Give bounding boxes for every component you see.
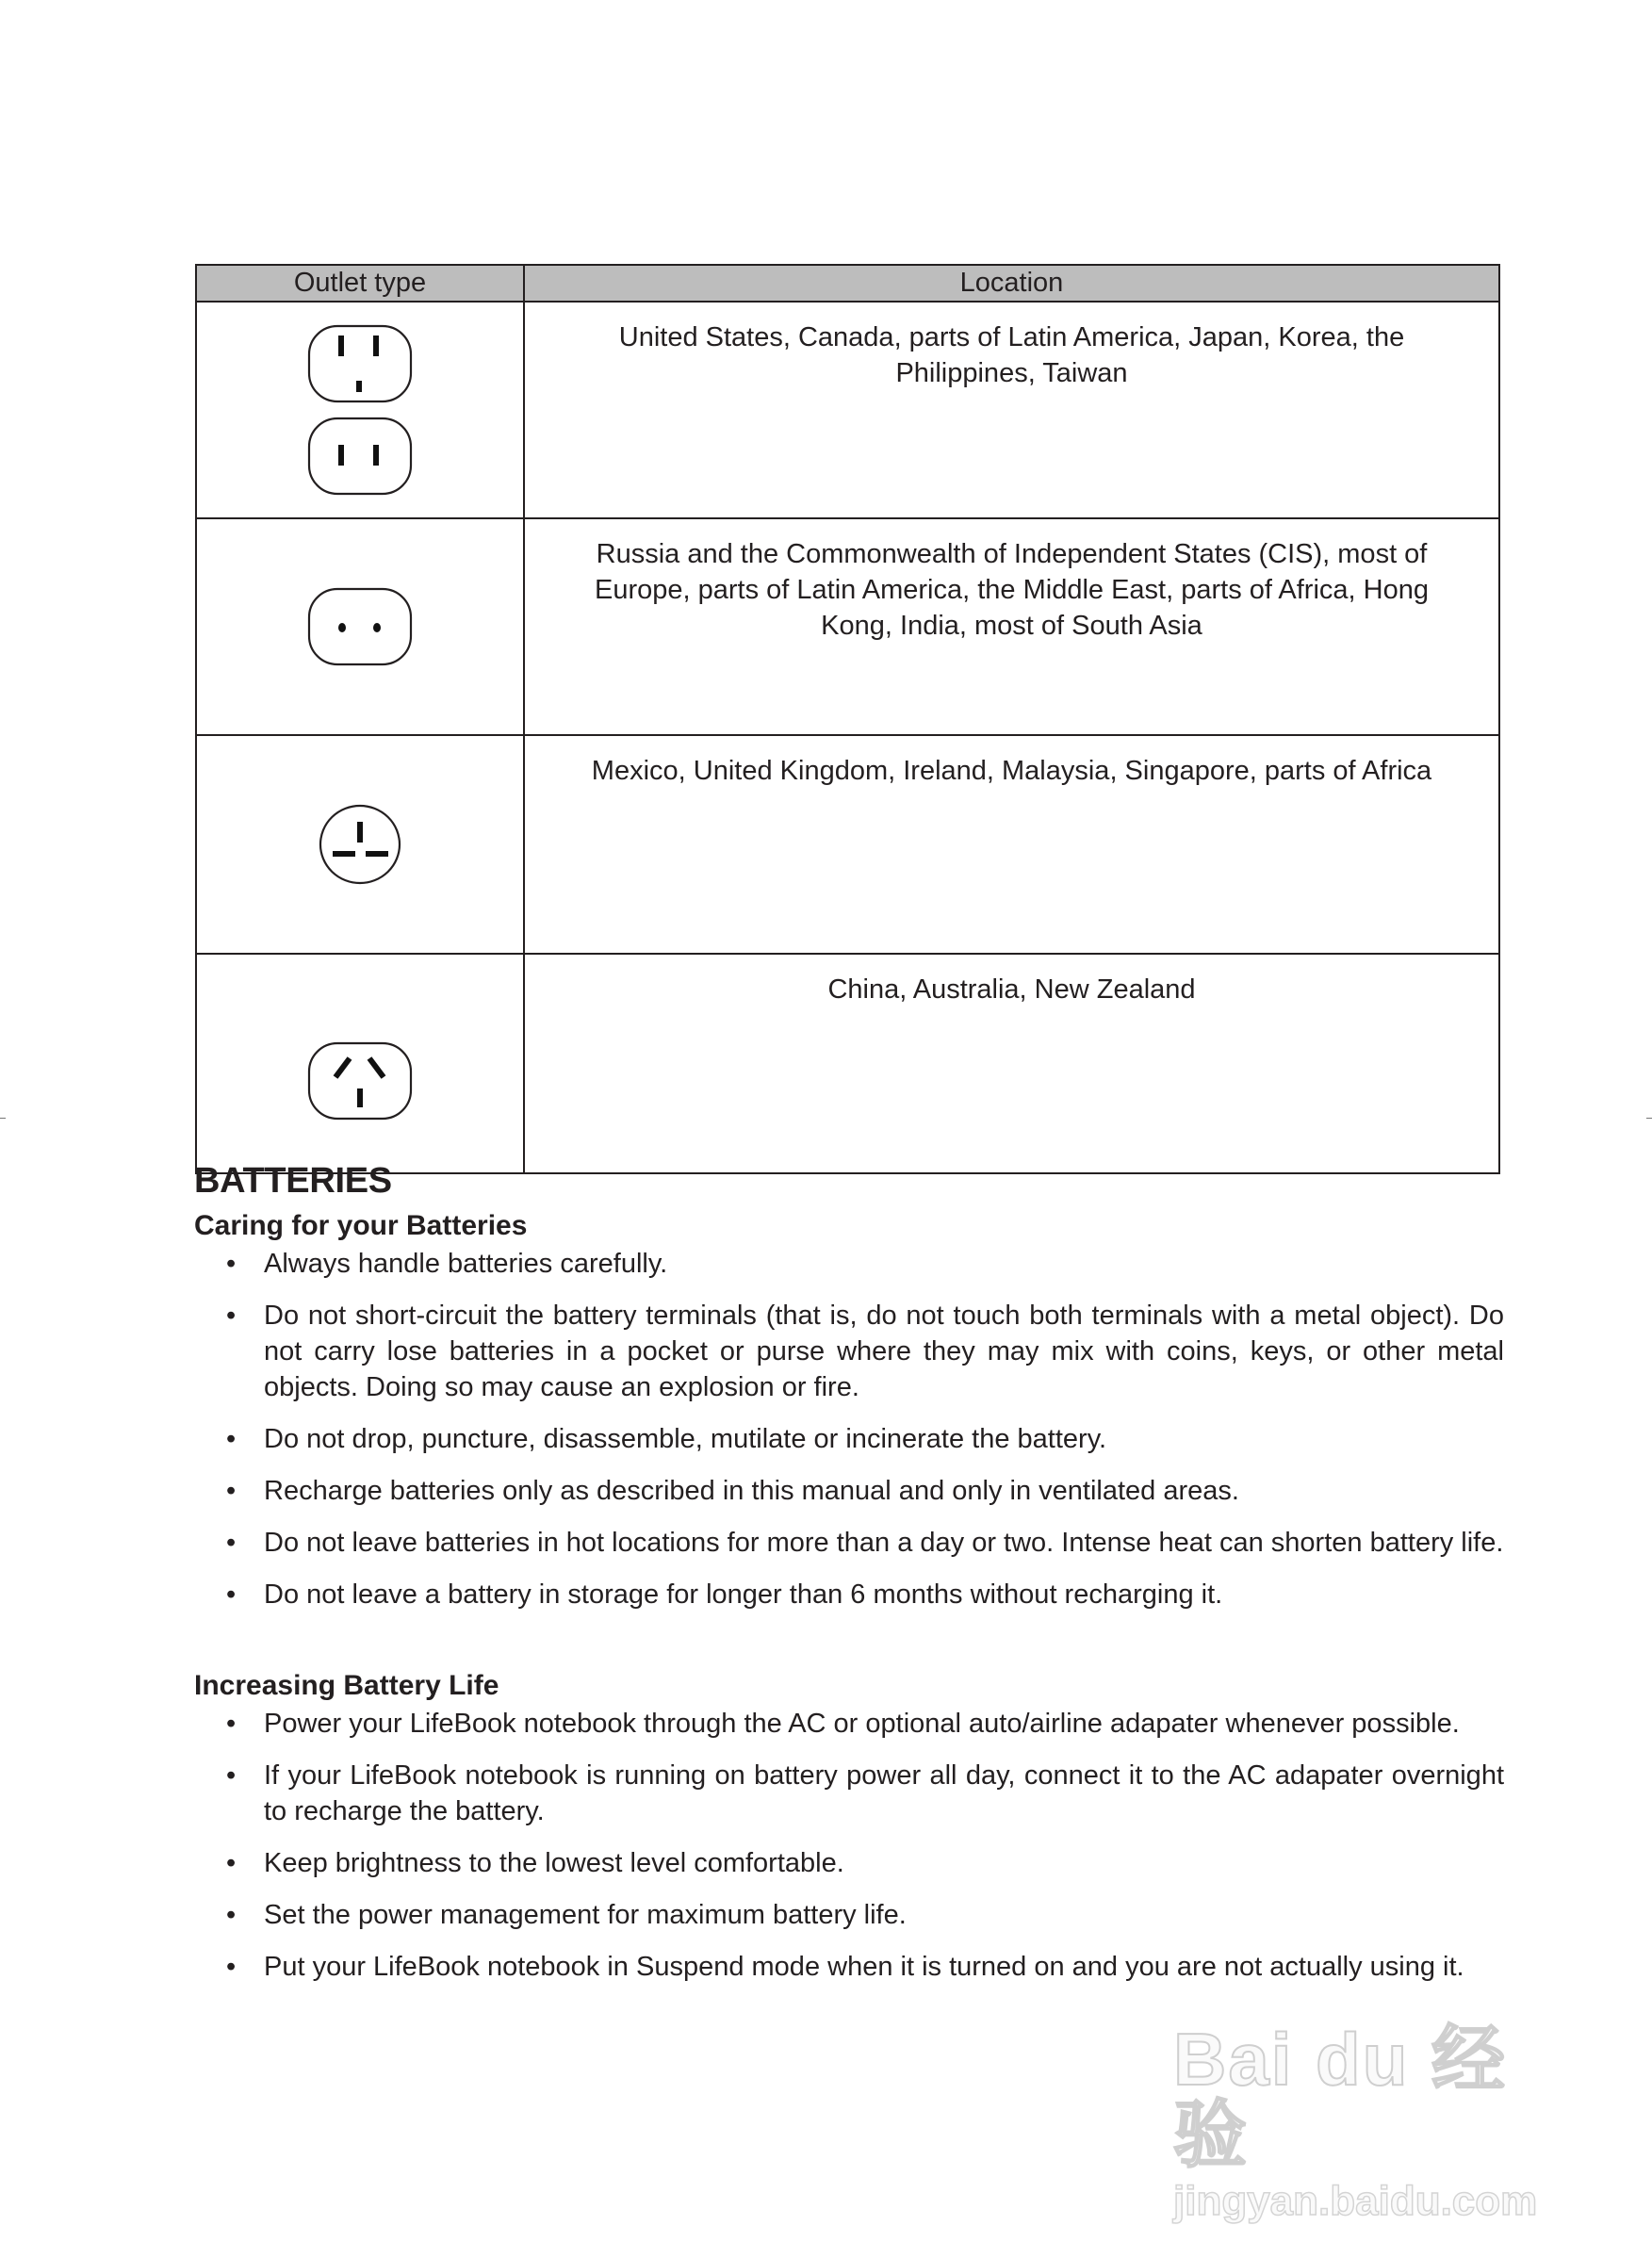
list-item: • Do not short-circuit the battery terminals (that is, do not touch both terminals with a metal object). Do not carry lose batteries in a pocket or purse where they may mix with coins, keys, or other metal objects. Doing so may cause an explosion or fire. (226, 1298, 1504, 1405)
location-cell: China, Australia, New Zealand (524, 954, 1499, 1173)
increasing-bullet-list (226, 1706, 1504, 2001)
header-outlet-type: Outlet type (196, 265, 524, 302)
subheading-caring-for-batteries: Caring for your Batteries (194, 1210, 528, 1241)
list-item: • Recharge batteries only as described in this manual and only in ventilated areas. (226, 1473, 1504, 1509)
header-location: Location (524, 265, 1499, 302)
location-cell: Russia and the Commonwealth of Independent States (CIS), most of Europe, parts of Latin America, the Middle East, parts of Africa, Hong Kong, India, most of South Asia (524, 518, 1499, 735)
subheading-increasing-battery-life: Increasing Battery Life (194, 1670, 499, 1701)
uk-three-pin-outlet-icon (318, 803, 402, 886)
table-row (196, 518, 1499, 735)
outlet-cell (196, 735, 524, 954)
outlet-cell (196, 954, 524, 1173)
list-item: • Set the power management for maximum battery life. (226, 1897, 1504, 1933)
bullet-icon: • (226, 1579, 237, 1610)
european-round-pin-outlet-icon (307, 587, 413, 666)
bullet-icon: • (226, 1848, 237, 1878)
section-title-batteries: BATTERIES (194, 1161, 392, 1201)
location-cell: United States, Canada, parts of Latin America, Japan, Korea, the Philippines, Taiwan (524, 302, 1499, 518)
bullet-icon: • (226, 1476, 237, 1506)
list-item: • Power your LifeBook notebook through the AC or optional auto/airline adapater whenever possible. (226, 1706, 1504, 1742)
table-header-row (196, 265, 1499, 302)
baidu-logo-watermark: Bai du 经验 (1173, 2018, 1508, 2176)
outlet-cell (196, 302, 524, 518)
baidu-watermark (1173, 2018, 1550, 2224)
list-item: • Do not leave a battery in storage for longer than 6 months without recharging it. (226, 1577, 1504, 1612)
location-cell: Mexico, United Kingdom, Ireland, Malaysia, Singapore, parts of Africa (524, 735, 1499, 954)
list-item: • Do not drop, puncture, disassemble, mutilate or incinerate the battery. (226, 1421, 1504, 1457)
bullet-icon: • (226, 1249, 237, 1279)
crop-mark-left (0, 1118, 6, 1119)
outlet-cell (196, 518, 524, 735)
list-item: • Put your LifeBook notebook in Suspend mode when it is turned on and you are not actually using it. (226, 1949, 1504, 1985)
us-two-prong-outlet-icon (307, 417, 413, 496)
bullet-icon: • (226, 1528, 237, 1558)
australian-angled-pin-outlet-icon (307, 1041, 413, 1121)
list-item: • Always handle batteries carefully. (226, 1246, 1504, 1282)
list-item: • Do not leave batteries in hot locations for more than a day or two. Intense heat can shorten battery life. (226, 1525, 1504, 1561)
table-row (196, 302, 1499, 518)
list-item: • Keep brightness to the lowest level comfortable. (226, 1845, 1504, 1881)
bullet-icon: • (226, 1424, 237, 1454)
table-row (196, 735, 1499, 954)
table-row (196, 954, 1499, 1173)
bullet-icon: • (226, 1709, 237, 1739)
bullet-icon: • (226, 1301, 237, 1331)
caring-bullet-list (226, 1246, 1504, 1628)
crop-mark-right (1646, 1118, 1652, 1119)
bullet-icon: • (226, 1952, 237, 1982)
us-three-prong-outlet-icon (307, 324, 413, 403)
bullet-icon: • (226, 1760, 237, 1791)
bullet-icon: • (226, 1900, 237, 1930)
outlet-type-table (195, 264, 1500, 1174)
watermark-url: jingyan.baidu.com (1173, 2178, 1538, 2224)
list-item: • If your LifeBook notebook is running on battery power all day, connect it to the AC adapater overnight to recharge the battery. (226, 1758, 1504, 1829)
